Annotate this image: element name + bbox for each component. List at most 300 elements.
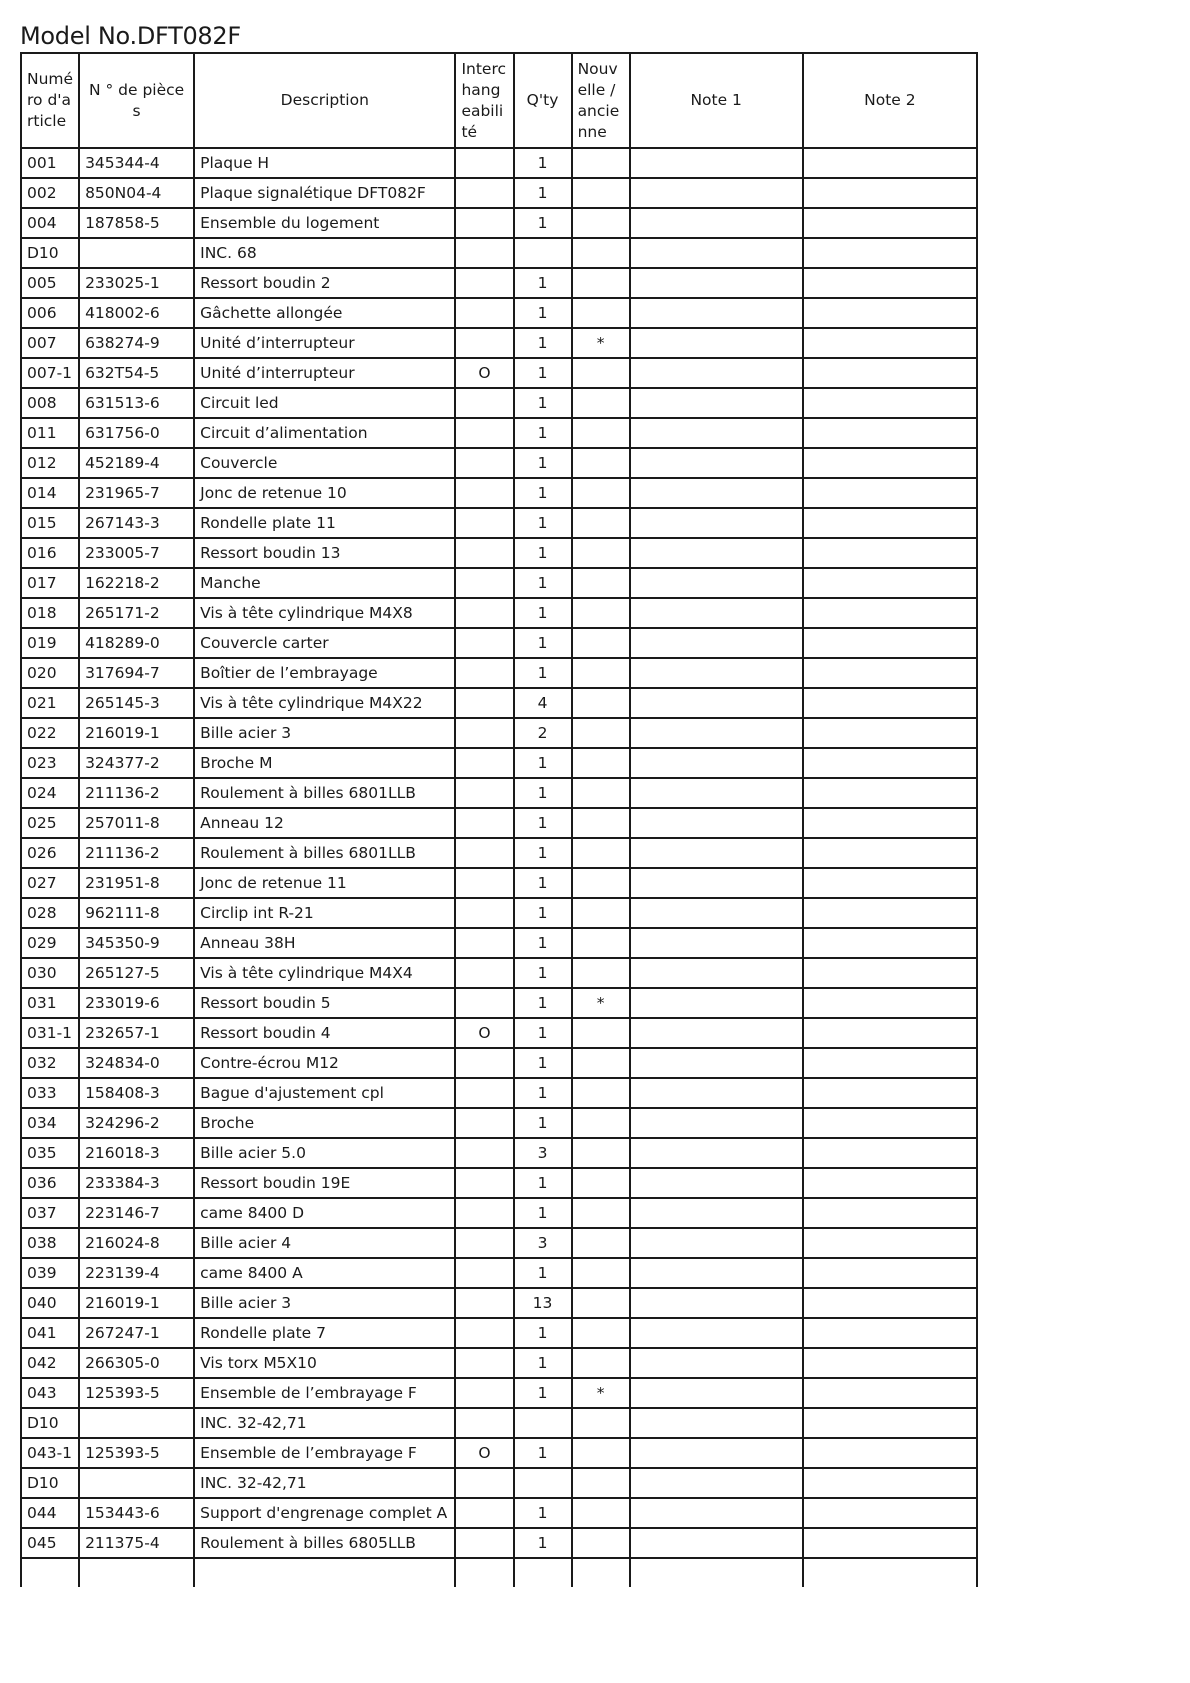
cell-part-no: 211375-4 (79, 1528, 194, 1558)
cell-note-2 (803, 868, 977, 898)
cell-note-1 (630, 358, 803, 388)
cell-interchangeability (455, 1498, 513, 1528)
cell-interchangeability (455, 208, 513, 238)
cell-item-no: 045 (21, 1528, 79, 1558)
cell-new-old (572, 748, 630, 778)
cell-interchangeability (455, 1198, 513, 1228)
table-row (21, 568, 977, 598)
cell-note-2 (803, 1408, 977, 1438)
cell-description: Gâchette allongée (194, 298, 455, 328)
cell-part-no: 345350-9 (79, 928, 194, 958)
cell-qty: 4 (514, 688, 572, 718)
cell-note-1 (630, 1138, 803, 1168)
cell-item-no: 033 (21, 1078, 79, 1108)
cell-note-1 (630, 1288, 803, 1318)
cell-interchangeability (455, 538, 513, 568)
cell-interchangeability: O (455, 358, 513, 388)
table-header-row (21, 53, 977, 148)
table-row (21, 958, 977, 988)
cell-part-no: 265145-3 (79, 688, 194, 718)
table-row (21, 358, 977, 388)
cell-description: Support d'engrenage complet A (194, 1498, 455, 1528)
cell-part-no: 153443-6 (79, 1498, 194, 1528)
cell-new-old (572, 478, 630, 508)
cell-part-no: 125393-5 (79, 1378, 194, 1408)
cell-description: Vis torx M5X10 (194, 1348, 455, 1378)
header-part-no: N ° de pièces (79, 53, 194, 148)
cell-qty (514, 238, 572, 268)
cell-new-old (572, 1528, 630, 1558)
cell-interchangeability (455, 598, 513, 628)
cell-item-no: 035 (21, 1138, 79, 1168)
cell-item-no: 014 (21, 478, 79, 508)
cell-interchangeability: O (455, 1438, 513, 1468)
cell-note-2 (803, 1198, 977, 1228)
cell-item-no: 038 (21, 1228, 79, 1258)
cell-qty: 1 (514, 358, 572, 388)
cell-interchangeability (455, 1528, 513, 1558)
cell-note-1 (630, 868, 803, 898)
cell-qty: 1 (514, 898, 572, 928)
cell-part-no: 267143-3 (79, 508, 194, 538)
cell-new-old (572, 1408, 630, 1438)
cell-item-no: 004 (21, 208, 79, 238)
header-qty: Q'ty (514, 53, 572, 148)
cell-note-1 (630, 898, 803, 928)
cell-item-no: D10 (21, 1468, 79, 1498)
cell-item-no: 011 (21, 418, 79, 448)
cell-description: Circuit led (194, 388, 455, 418)
cell-part-no: 223146-7 (79, 1198, 194, 1228)
cell-description: Manche (194, 568, 455, 598)
cell-part-no: 418002-6 (79, 298, 194, 328)
table-row (21, 178, 977, 208)
cell-qty: 3 (514, 1138, 572, 1168)
cell-interchangeability (455, 658, 513, 688)
cell-description: Vis à tête cylindrique M4X22 (194, 688, 455, 718)
cell-new-old (572, 1438, 630, 1468)
cell-interchangeability (455, 1258, 513, 1288)
table-row (21, 1408, 977, 1438)
cell-note-2 (803, 688, 977, 718)
cell-description: Bague d'ajustement cpl (194, 1078, 455, 1108)
cell-new-old (572, 688, 630, 718)
cell-qty: 1 (514, 1258, 572, 1288)
cell-new-old (572, 448, 630, 478)
cell-qty: 1 (514, 388, 572, 418)
cell-note-1 (630, 1468, 803, 1498)
cell-note-1 (630, 148, 803, 178)
cell-note-1 (630, 478, 803, 508)
cell-interchangeability (455, 388, 513, 418)
cell-note-1 (630, 1318, 803, 1348)
cell-interchangeability (455, 148, 513, 178)
table-row (21, 418, 977, 448)
cell-note-2 (803, 1258, 977, 1288)
cell-note-1 (630, 178, 803, 208)
cell-description: Unité d’interrupteur (194, 328, 455, 358)
cell-qty: 1 (514, 628, 572, 658)
cell-qty: 1 (514, 208, 572, 238)
cell-part-no: 962111-8 (79, 898, 194, 928)
cell-interchangeability (455, 298, 513, 328)
table-row (21, 868, 977, 898)
cell-description: Ressort boudin 4 (194, 1018, 455, 1048)
cell-interchangeability (455, 1408, 513, 1438)
cell-part-no: 233005-7 (79, 538, 194, 568)
cell-note-2 (803, 1228, 977, 1258)
cell-new-old (572, 1468, 630, 1498)
cell-item-no: 008 (21, 388, 79, 418)
empty-cell (572, 1558, 630, 1587)
cell-note-1 (630, 958, 803, 988)
parts-table (20, 52, 978, 1587)
table-row (21, 1378, 977, 1408)
cell-interchangeability (455, 328, 513, 358)
cell-note-1 (630, 1438, 803, 1468)
table-row (21, 898, 977, 928)
cell-description: Unité d’interrupteur (194, 358, 455, 388)
page-title: Model No.DFT082F (20, 22, 241, 50)
cell-description: INC. 32-42,71 (194, 1408, 455, 1438)
cell-qty: 1 (514, 748, 572, 778)
cell-qty: 1 (514, 268, 572, 298)
cell-description: Ensemble du logement (194, 208, 455, 238)
cell-note-1 (630, 268, 803, 298)
cell-new-old: * (572, 988, 630, 1018)
cell-interchangeability (455, 1138, 513, 1168)
cell-interchangeability (455, 1108, 513, 1138)
cell-new-old (572, 1318, 630, 1348)
cell-interchangeability (455, 238, 513, 268)
cell-interchangeability (455, 868, 513, 898)
cell-part-no: 231965-7 (79, 478, 194, 508)
cell-interchangeability (455, 898, 513, 928)
cell-description: Plaque H (194, 148, 455, 178)
cell-description: Circuit d’alimentation (194, 418, 455, 448)
cell-new-old (572, 358, 630, 388)
cell-qty: 1 (514, 508, 572, 538)
cell-interchangeability (455, 1228, 513, 1258)
cell-qty: 1 (514, 178, 572, 208)
cell-description: Contre-écrou M12 (194, 1048, 455, 1078)
cell-qty: 1 (514, 1108, 572, 1138)
cell-interchangeability (455, 808, 513, 838)
cell-item-no: 019 (21, 628, 79, 658)
cell-item-no: 028 (21, 898, 79, 928)
cell-note-1 (630, 748, 803, 778)
cell-new-old (572, 958, 630, 988)
cell-new-old (572, 928, 630, 958)
cell-new-old (572, 898, 630, 928)
cell-note-2 (803, 448, 977, 478)
table-row (21, 1258, 977, 1288)
cell-item-no: 037 (21, 1198, 79, 1228)
cell-item-no: 006 (21, 298, 79, 328)
cell-note-1 (630, 628, 803, 658)
cell-interchangeability (455, 1468, 513, 1498)
cell-note-2 (803, 418, 977, 448)
cell-new-old (572, 658, 630, 688)
cell-description: Vis à tête cylindrique M4X4 (194, 958, 455, 988)
cell-note-2 (803, 298, 977, 328)
cell-interchangeability (455, 568, 513, 598)
cell-note-2 (803, 358, 977, 388)
cell-interchangeability (455, 508, 513, 538)
cell-item-no: 030 (21, 958, 79, 988)
cell-item-no: 027 (21, 868, 79, 898)
cell-note-2 (803, 568, 977, 598)
empty-cell (803, 1558, 977, 1587)
cell-item-no: 015 (21, 508, 79, 538)
cell-qty: 1 (514, 958, 572, 988)
cell-new-old (572, 868, 630, 898)
table-row (21, 838, 977, 868)
cell-new-old (572, 298, 630, 328)
cell-qty: 1 (514, 1018, 572, 1048)
cell-part-no: 233025-1 (79, 268, 194, 298)
cell-note-2 (803, 538, 977, 568)
cell-note-2 (803, 478, 977, 508)
cell-part-no: 158408-3 (79, 1078, 194, 1108)
cell-description: Rondelle plate 7 (194, 1318, 455, 1348)
cell-part-no: 211136-2 (79, 778, 194, 808)
cell-part-no (79, 1408, 194, 1438)
table-row (21, 328, 977, 358)
cell-description: Ensemble de l’embrayage F (194, 1378, 455, 1408)
cell-new-old (572, 388, 630, 418)
cell-note-2 (803, 778, 977, 808)
cell-item-no: 041 (21, 1318, 79, 1348)
empty-cell (455, 1558, 513, 1587)
header-note-1: Note 1 (630, 53, 803, 148)
table-row (21, 928, 977, 958)
table-body (21, 148, 977, 1587)
cell-interchangeability (455, 718, 513, 748)
cell-item-no: 043 (21, 1378, 79, 1408)
empty-cell (630, 1558, 803, 1587)
cell-part-no: 162218-2 (79, 568, 194, 598)
cell-description: Bille acier 3 (194, 718, 455, 748)
table-row (21, 298, 977, 328)
cell-part-no: 632T54-5 (79, 358, 194, 388)
cell-new-old (572, 1048, 630, 1078)
cell-new-old: * (572, 1378, 630, 1408)
cell-part-no: 850N04-4 (79, 178, 194, 208)
cell-note-2 (803, 238, 977, 268)
cell-item-no: 043-1 (21, 1438, 79, 1468)
cell-qty: 1 (514, 478, 572, 508)
cell-item-no: D10 (21, 238, 79, 268)
cell-note-2 (803, 1348, 977, 1378)
cell-item-no: 029 (21, 928, 79, 958)
cell-note-1 (630, 778, 803, 808)
cell-note-1 (630, 418, 803, 448)
cell-item-no: 042 (21, 1348, 79, 1378)
cell-note-2 (803, 1108, 977, 1138)
cell-interchangeability: O (455, 1018, 513, 1048)
cell-note-2 (803, 958, 977, 988)
cell-description: Jonc de retenue 10 (194, 478, 455, 508)
cell-description: Bille acier 5.0 (194, 1138, 455, 1168)
cell-qty: 1 (514, 298, 572, 328)
empty-cell (79, 1558, 194, 1587)
empty-cell (194, 1558, 455, 1587)
cell-part-no: 125393-5 (79, 1438, 194, 1468)
cell-description: Vis à tête cylindrique M4X8 (194, 598, 455, 628)
table-row (21, 238, 977, 268)
cell-interchangeability (455, 628, 513, 658)
cell-description: INC. 68 (194, 238, 455, 268)
cell-note-1 (630, 538, 803, 568)
cell-note-2 (803, 148, 977, 178)
cell-description: Rondelle plate 11 (194, 508, 455, 538)
cell-note-1 (630, 1348, 803, 1378)
cell-new-old (572, 418, 630, 448)
table-row (21, 538, 977, 568)
cell-part-no: 223139-4 (79, 1258, 194, 1288)
cell-qty: 2 (514, 718, 572, 748)
table-row (21, 688, 977, 718)
cell-interchangeability (455, 1318, 513, 1348)
table-row (21, 1288, 977, 1318)
table-row (21, 1348, 977, 1378)
cell-description: Boîtier de l’embrayage (194, 658, 455, 688)
cell-item-no: 007-1 (21, 358, 79, 388)
cell-note-2 (803, 748, 977, 778)
cell-qty: 1 (514, 928, 572, 958)
cell-new-old (572, 838, 630, 868)
cell-new-old (572, 1348, 630, 1378)
cell-note-1 (630, 988, 803, 1018)
table-row (21, 718, 977, 748)
cell-note-2 (803, 1528, 977, 1558)
cell-description: Anneau 12 (194, 808, 455, 838)
cell-new-old (572, 1138, 630, 1168)
cell-part-no: 324834-0 (79, 1048, 194, 1078)
cell-item-no: 017 (21, 568, 79, 598)
cell-note-2 (803, 178, 977, 208)
cell-description: Roulement à billes 6801LLB (194, 838, 455, 868)
cell-description: Couvercle (194, 448, 455, 478)
cell-part-no: 233384-3 (79, 1168, 194, 1198)
table-row (21, 748, 977, 778)
cell-note-2 (803, 1378, 977, 1408)
cell-note-1 (630, 568, 803, 598)
cell-qty: 1 (514, 328, 572, 358)
cell-interchangeability (455, 688, 513, 718)
cell-note-2 (803, 1168, 977, 1198)
table-row (21, 1498, 977, 1528)
cell-item-no: 039 (21, 1258, 79, 1288)
cell-qty: 1 (514, 1528, 572, 1558)
cell-qty: 1 (514, 1168, 572, 1198)
cell-new-old (572, 1228, 630, 1258)
cell-item-no: 023 (21, 748, 79, 778)
cell-interchangeability (455, 478, 513, 508)
cell-note-1 (630, 718, 803, 748)
cell-qty (514, 1468, 572, 1498)
cell-qty: 1 (514, 808, 572, 838)
cell-note-1 (630, 1228, 803, 1258)
cell-part-no: 257011-8 (79, 808, 194, 838)
header-description: Description (194, 53, 455, 148)
cell-note-1 (630, 1108, 803, 1138)
cell-new-old (572, 238, 630, 268)
cell-item-no: 005 (21, 268, 79, 298)
cell-description: Broche M (194, 748, 455, 778)
cell-new-old (572, 628, 630, 658)
cell-item-no: 026 (21, 838, 79, 868)
cell-new-old (572, 148, 630, 178)
cell-part-no: 317694-7 (79, 658, 194, 688)
cell-interchangeability (455, 988, 513, 1018)
cell-description: Circlip int R-21 (194, 898, 455, 928)
cell-note-2 (803, 658, 977, 688)
cell-qty: 1 (514, 1048, 572, 1078)
cell-note-1 (630, 658, 803, 688)
cell-item-no: 012 (21, 448, 79, 478)
cell-description: came 8400 A (194, 1258, 455, 1288)
cell-note-2 (803, 1498, 977, 1528)
cell-new-old (572, 598, 630, 628)
cell-note-2 (803, 928, 977, 958)
table-row (21, 388, 977, 418)
cell-new-old (572, 1258, 630, 1288)
cell-new-old (572, 178, 630, 208)
cell-interchangeability (455, 448, 513, 478)
cell-note-1 (630, 1048, 803, 1078)
cell-note-1 (630, 598, 803, 628)
cell-interchangeability (455, 958, 513, 988)
cell-note-1 (630, 238, 803, 268)
cell-interchangeability (455, 1378, 513, 1408)
cell-note-1 (630, 208, 803, 238)
table-row (21, 148, 977, 178)
cell-description: Ressort boudin 13 (194, 538, 455, 568)
cell-item-no: 007 (21, 328, 79, 358)
empty-cell (21, 1558, 79, 1587)
cell-item-no: 036 (21, 1168, 79, 1198)
cell-note-2 (803, 598, 977, 628)
cell-part-no: 265171-2 (79, 598, 194, 628)
cell-item-no: 024 (21, 778, 79, 808)
cell-description: Jonc de retenue 11 (194, 868, 455, 898)
cell-note-1 (630, 298, 803, 328)
table-row (21, 598, 977, 628)
cell-new-old (572, 208, 630, 238)
cell-part-no: 216018-3 (79, 1138, 194, 1168)
cell-qty: 1 (514, 538, 572, 568)
cell-new-old (572, 1168, 630, 1198)
cell-qty: 1 (514, 148, 572, 178)
cell-description: Bille acier 4 (194, 1228, 455, 1258)
cell-note-1 (630, 1498, 803, 1528)
table-row (21, 1468, 977, 1498)
cell-new-old (572, 1198, 630, 1228)
table-row (21, 448, 977, 478)
cell-new-old (572, 568, 630, 598)
cell-note-2 (803, 718, 977, 748)
cell-new-old (572, 1078, 630, 1108)
cell-part-no: 187858-5 (79, 208, 194, 238)
cell-description: Ressort boudin 5 (194, 988, 455, 1018)
cell-part-no: 216019-1 (79, 718, 194, 748)
cell-part-no: 631513-6 (79, 388, 194, 418)
cell-item-no: 025 (21, 808, 79, 838)
cell-qty: 1 (514, 1438, 572, 1468)
cell-note-1 (630, 1528, 803, 1558)
